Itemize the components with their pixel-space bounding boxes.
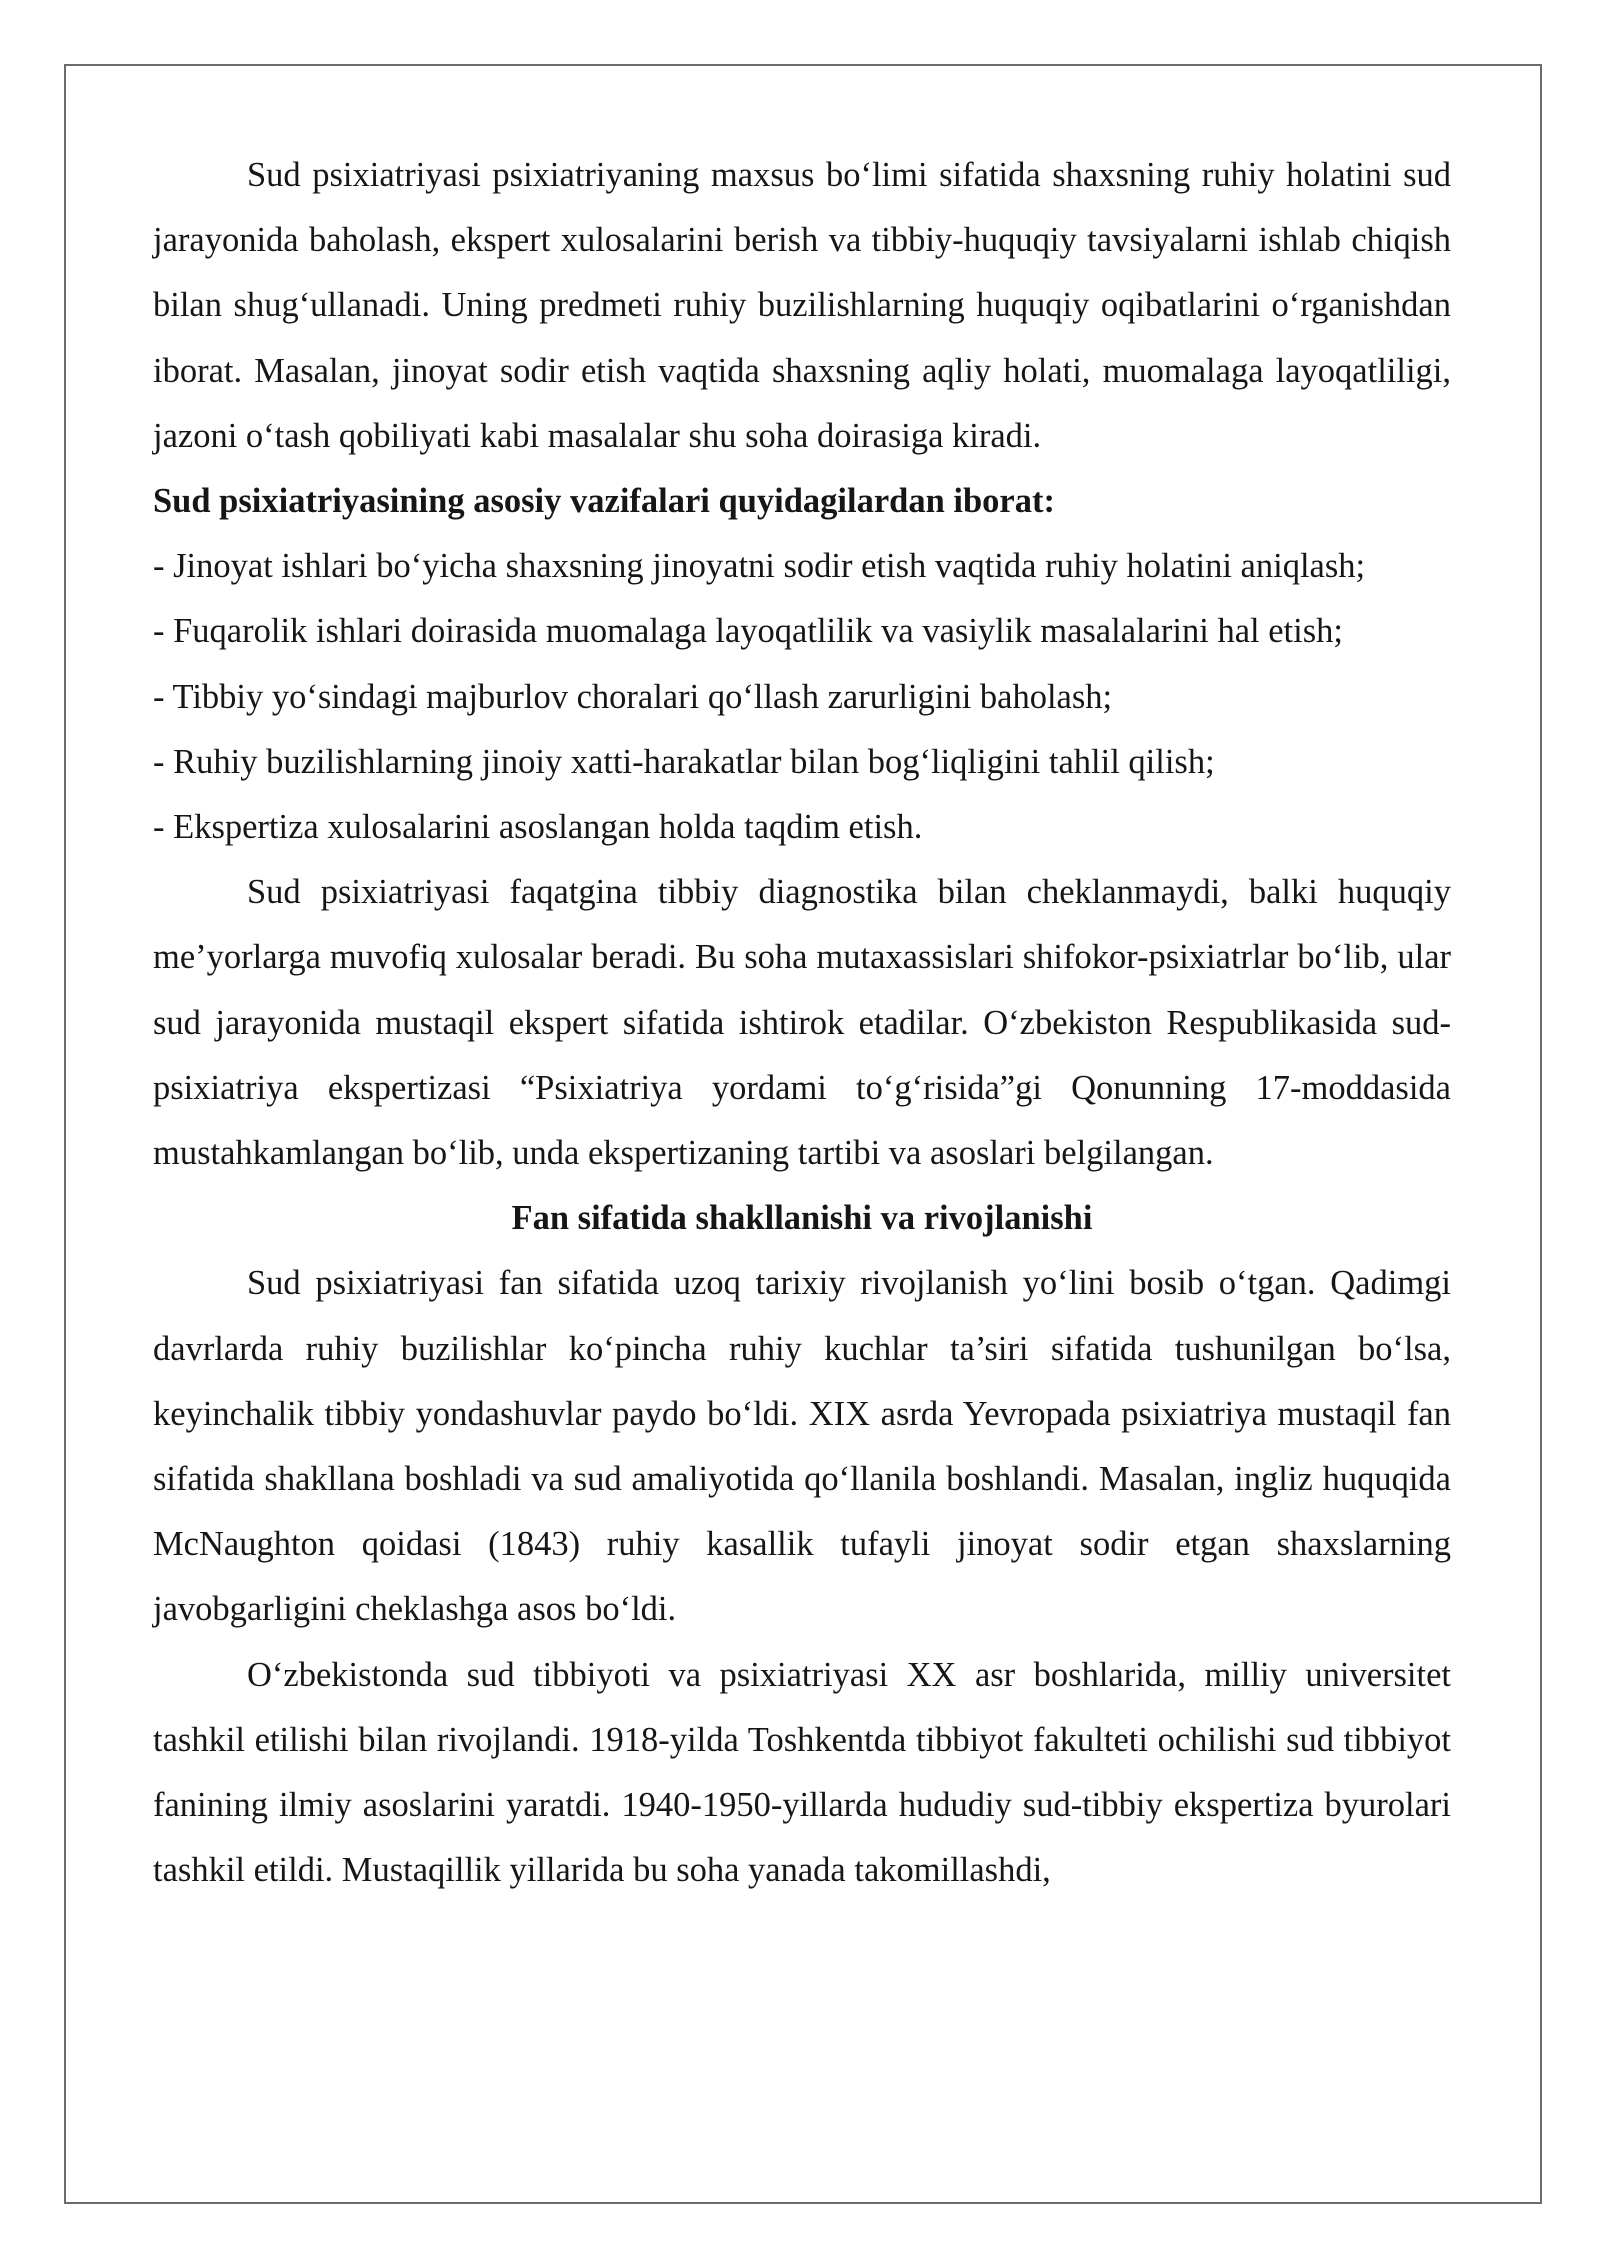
expert-paragraph: Sud psixiatriyasi faqatgina tibbiy diagnostika bilan cheklanmaydi, balki huquqiy me’yorlarga muvofiq xulosalar beradi. Bu soha mutaxassislari shifokor-psixiatrlar bo‘lib, ular sud jarayonida mustaqil ekspert sifatida ishtirok etadilar. O‘zbekiston Respublikasida sud-psixiatriya ekspertizasi “Psixiatriya yordami to‘g‘risida”gi Qonunning 17-moddasida mustahkamlangan bo‘lib, unda ekspertizaning tartibi va asoslari belgilangan.: [153, 873, 1451, 1173]
intro-paragraph: Sud psixiatriyasi psixiatriyaning maxsus bo‘limi sifatida shaxsning ruhiy holatini sud jarayonida baholash, ekspert xulosalarini berish va tibbiy-huquqiy tavsiyalarni ishlab chiqish bilan shug‘ullanadi. Uning predmeti ruhiy buzilishlarning huquqiy oqibatlarini o‘rganishdan iborat. Masalan, jinoyat sodir etish vaqtida shaxsning aqliy holati, muomalaga layoqatliligi, jazoni o‘tash qobiliyati kabi masalalar shu soha doirasiga kiradi.: [153, 156, 1451, 455]
tasks-list: [153, 534, 1451, 860]
document-body: [153, 143, 1451, 1903]
section-heading: Fan sifatida shakllanishi va rivojlanishi: [511, 1199, 1093, 1238]
list-item: - Fuqarolik ishlari doirasida muomalaga layoqatlilik va vasiylik masalalarini hal etish;: [153, 612, 1343, 651]
tasks-heading: Sud psixiatriyasining asosiy vazifalari quyidagilardan iborat:: [153, 482, 1055, 521]
list-item: - Ekspertiza xulosalarini asoslangan holda taqdim etish.: [153, 808, 923, 847]
list-item: - Ruhiy buzilishlarning jinoiy xatti-harakatlar bilan bog‘liqligini tahlil qilish;: [153, 742, 1215, 781]
list-item: - Jinoyat ishlari bo‘yicha shaxsning jinoyatni sodir etish vaqtida ruhiy holatini aniqlash;: [153, 547, 1366, 586]
list-item: - Tibbiy yo‘sindagi majburlov choralari qo‘llash zarurligini baholash;: [153, 677, 1113, 716]
uzbekistan-paragraph: O‘zbekistonda sud tibbiyoti va psixiatriyasi XX asr boshlarida, milliy universitet tashkil etilishi bilan rivojlandi. 1918-yilda Toshkentda tibbiyot fakulteti ochilishi sud tibbiyot fanining ilmiy asoslarini yaratdi. 1940-1950-yillarda hududiy sud-tibbiy ekspertiza byurolari tashkil etildi. Mustaqillik yillarida bu soha yanada takomillashdi,: [153, 1655, 1451, 1890]
history-paragraph: Sud psixiatriyasi fan sifatida uzoq tarixiy rivojlanish yo‘lini bosib o‘tgan. Qadimgi davrlarda ruhiy buzilishlar ko‘pincha ruhiy kuchlar ta’siri sifatida tushunilgan bo‘lsa, keyinchalik tibbiy yondashuvlar paydo bo‘ldi. XIX asrda Yevropada psixiatriya mustaqil fan sifatida shakllana boshladi va sud amaliyotida qo‘llanila boshlandi. Masalan, ingliz huquqida McNaughton qoidasi (1843) ruhiy kasallik tufayli jinoyat sodir etgan shaxslarning javobgarligini cheklashga asos bo‘ldi.: [153, 1264, 1451, 1629]
